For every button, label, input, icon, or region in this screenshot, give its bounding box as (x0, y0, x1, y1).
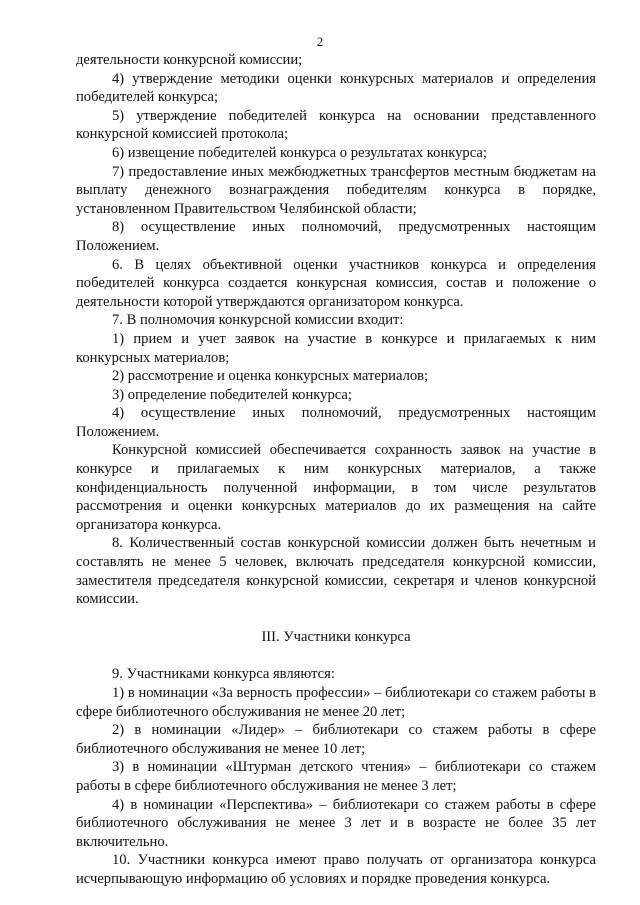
paragraph: 1) в номинации «За верность профессии» – библиотекари со стажем работы в сфере библиотечного обслуживания не менее 20 лет; (76, 685, 596, 720)
paragraphs-before-heading (76, 51, 596, 609)
paragraphs-after-heading (76, 665, 596, 888)
paragraph: 3) определение победителей конкурса; (112, 386, 352, 403)
paragraph: 5) утверждение победителей конкурса на основании представленного конкурсной комиссией протокола; (76, 107, 596, 143)
paragraph: 2) в номинации «Лидер» – библиотекари со стажем работы в сфере библиотечного обслуживания не менее 10 лет; (76, 722, 596, 757)
paragraph: 6. В целях объективной оценки участников конкурса и определения победителей конкурса создается конкурсная комиссия, состав и положение о деятельности которой утверждаются организатором конкурса. (76, 256, 596, 310)
paragraph: 1) прием и учет заявок на участие в конкурсе и прилагаемых к ним конкурсных материалов; (76, 330, 596, 366)
paragraph: 9. Участниками конкурса являются: (112, 666, 335, 683)
paragraph: деятельности конкурсной комиссии; (76, 52, 303, 68)
document-body (76, 51, 596, 889)
paragraph: 8. Количественный состав конкурсной комиссии должен быть нечетным и составлять не менее 5 человек, включать председателя конкурсной комиссии, заместителя председателя конкурсной комиссии, секретаря и членов конкурсной комиссии. (76, 535, 596, 608)
paragraph: 6) извещение победителей конкурса о результатах конкурса; (112, 144, 487, 161)
paragraph: 2) рассмотрение и оценка конкурсных материалов; (112, 368, 429, 385)
paragraph: 8) осуществление иных полномочий, предусмотренных настоящим Положением. (76, 219, 596, 254)
paragraph: 3) в номинации «Штурман детского чтения» – библиотекари со стажем работы в сфере библиотечного обслуживания не менее 3 лет; (76, 759, 596, 794)
paragraph: Конкурсной комиссией обеспечивается сохранность заявок на участие в конкурсе и прилагаемых к ним конкурсных материалов, а также конфиденциальность полученной информации, в том числе результатов рассмотрения и оценки конкурсных материалов до их размещения на сайте организатора конкурса. (76, 442, 596, 533)
section-heading: III. Участники конкурса (261, 628, 411, 645)
paragraph: 4) утверждение методики оценки конкурсных материалов и определения победителей конкурса; (76, 70, 596, 106)
paragraph: 7. В полномочия конкурсной комиссии входит: (112, 312, 404, 329)
paragraph: 4) осуществление иных полномочий, предусмотренных настоящим Положением. (76, 405, 596, 440)
paragraph: 4) в номинации «Перспектива» – библиотекари со стажем работы в сфере библиотечного обслуживания не менее 3 лет и в возрасте не более 35 лет включительно. (76, 796, 596, 850)
paragraph: 7) предоставление иных межбюджетных трансфертов местным бюджетам на выплату денежного вознаграждения победителям конкурса в порядке, установленном Правительством Челябинской области; (76, 163, 596, 217)
paragraph: 10. Участники конкурса имеют право получать от организатора конкурса исчерпывающую информацию об условиях и порядке проведения конкурса. (76, 852, 596, 887)
page-number: 2 (316, 34, 324, 49)
